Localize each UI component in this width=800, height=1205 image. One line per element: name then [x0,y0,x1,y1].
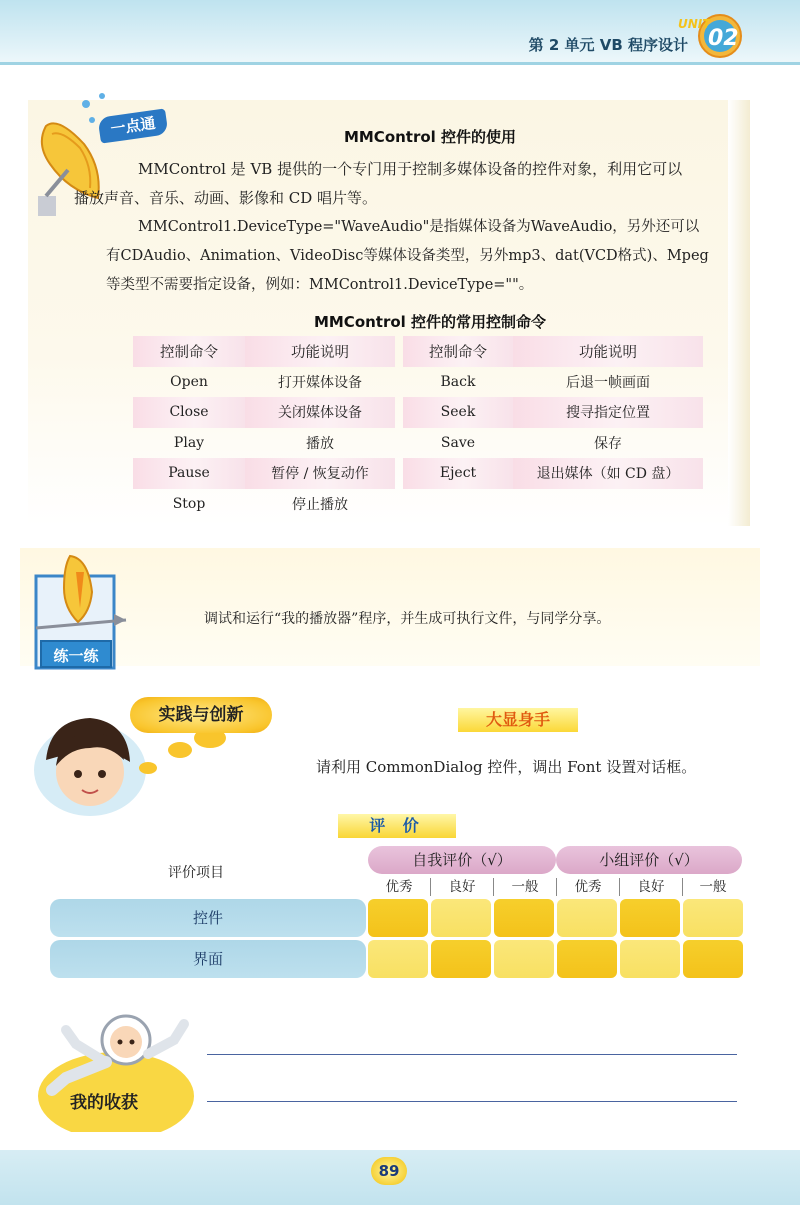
table-cell: 后退一帧画面 [566,374,650,391]
devicetype-line-3: 等类型不需要指定设备，例如：MMControl1.DeviceType=""。 [106,277,534,293]
evaluation-checkbox[interactable] [431,899,491,937]
devicetype-line-1: MMControl1.DeviceType="WaveAudio"是指媒体设备为WaveAudio，另外还可以 [138,219,700,235]
level-label: 一般 [511,879,539,895]
table-cell: 退出媒体（如 CD 盘） [513,458,703,489]
devicetype-line-2: 有CDAudio、Animation、VideoDisc等媒体设备类型，另外mp3、dat(VCD格式)、Mpeg [106,248,709,264]
self-evaluation-header: 自我评价（√） [368,846,556,874]
table-cell: 搜寻指定位置 [513,397,703,428]
evaluation-checkbox[interactable] [494,899,554,937]
table-row [133,397,703,428]
show-skills-heading: 大显身手 [458,708,578,732]
intro-paragraph [74,155,736,213]
evaluation-checkbox[interactable] [368,940,428,978]
evaluation-checkbox[interactable] [494,940,554,978]
harvest-heading: 我的收获 [70,1093,138,1113]
evaluation-items-title: 评价项目 [168,865,224,881]
unit-number: 02 [708,26,739,51]
table-cell [403,489,513,520]
evaluation-checkbox[interactable] [620,899,680,937]
table-cell: Save [440,434,476,451]
show-skills-instruction: 请利用 CommonDialog 控件，调出 Font 设置对话框。 [316,758,697,776]
answer-line[interactable] [207,1101,737,1102]
table-row [133,428,703,459]
table-row [133,458,703,489]
evaluation-checkbox[interactable] [683,940,743,978]
practice-badge: 练一练 [40,640,112,668]
practice-section-band [20,548,760,666]
evaluation-checkbox[interactable] [557,940,617,978]
table-cell: 保存 [594,435,622,452]
intro-line-1: MMControl 是 VB 提供的一个专门用于控制多媒体设备的控件对象，利用它可以 [138,160,683,178]
answer-line[interactable] [207,1054,737,1055]
practice-creation-badge: 实践与创新 [130,697,272,733]
table-cell: 打开媒体设备 [278,374,362,391]
level-label: 优秀 [385,879,413,895]
evaluation-checkbox[interactable] [431,940,491,978]
header-cell: 控制命令 [133,336,245,367]
table-cell: Close [133,397,245,428]
practice-instruction: 调试和运行“我的播放器”程序，并生成可执行文件，与同学分享。 [204,611,611,627]
table-cell: 播放 [306,435,334,452]
level-label: 一般 [699,879,727,895]
command-table-title: MMControl 控件的常用控制命令 [313,313,547,331]
mmcontrol-section-title: MMControl 控件的使用 [343,128,517,146]
table-cell: 暂停 / 恢复动作 [245,458,395,489]
table-cell: Eject [403,458,513,489]
evaluation-row-controls: 控件 [50,899,366,937]
chapter-title: 第 2 单元 VB 程序设计 [528,36,688,54]
table-cell: Play [173,434,205,451]
table-cell: Back [440,373,476,390]
unit-word: UNIT [678,17,711,31]
header-divider [0,62,800,65]
table-cell: Pause [133,458,245,489]
table-row [133,489,703,520]
team-evaluation-header: 小组评价（√） [556,846,742,874]
evaluation-checkbox[interactable] [368,899,428,937]
command-table-header [133,336,703,367]
level-label: 良好 [448,879,476,895]
evaluation-row-interface: 界面 [50,940,366,978]
unit-badge-icon [670,12,750,60]
intro-line-2: 播放声音、音乐、动画、影像和 CD 唱片等。 [74,189,378,207]
table-row [133,367,703,398]
devicetype-paragraph [106,213,746,300]
page-number: 89 [371,1157,407,1185]
table-cell: Stop [172,495,206,512]
level-label: 良好 [637,879,665,895]
table-cell: Seek [403,397,513,428]
table-cell: 关闭媒体设备 [245,397,395,428]
evaluation-heading: 评 价 [338,814,456,838]
level-label: 优秀 [574,879,602,895]
header-cell: 控制命令 [403,336,513,367]
tip-badge: 一点通 [98,108,169,143]
table-cell: 停止播放 [292,496,348,513]
evaluation-checkbox[interactable] [557,899,617,937]
evaluation-checkbox[interactable] [683,899,743,937]
table-cell: Open [170,373,208,390]
header-cell: 功能说明 [245,336,395,367]
command-table [133,336,703,519]
header-cell: 功能说明 [513,336,703,367]
table-cell [513,489,703,520]
evaluation-checkbox[interactable] [620,940,680,978]
